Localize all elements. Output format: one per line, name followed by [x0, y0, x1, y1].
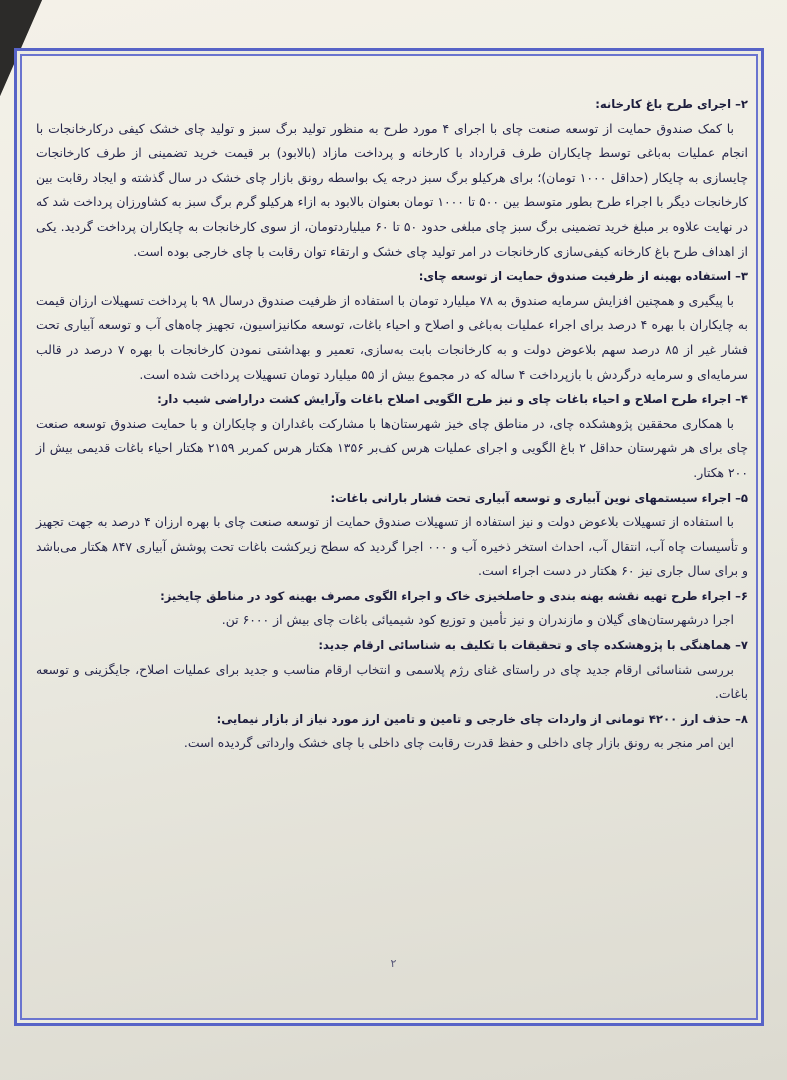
section-3-body: با پیگیری و همچنین افزایش سرمایه صندوق به ۷۸ میلیارد تومان با استفاده از ظرفیت صندوق درسال ۹۸ با پرداخت تسهیلات ارزان قیمت به چایکاران با بهره ۴ درصد برای اجراء عملیات به‌باغی و اصلاح و احیاء باغات، توسعه مکانیزاسیون، تجهیز چاه‌های آب و توسعه آبیاری تحت فشار غیر از ۸۵ درصد سهم بلاعوض دولت و به کارخانجات بابت به‌سازی، تعمیر و بهداشتی نمودن کارخانجات با بهره ۷ درصد در قالب سرمایه‌ای و سرمایه درگردش با بازپرداخت ۴ ساله که در مجموع بیش از ۵۵ میلیارد تومان تسهیلات پرداخت شده است.: [36, 292, 748, 382]
section-5-body: با استفاده از تسهیلات بلاعوض دولت و نیز استفاده از تسهیلات صندوق حمایت از توسعه صنعت چای با بهره ارزان ۴ درصد به جهت تجهیز و تأسیسات چاه آب، انتقال آب، احداث استخر ذخیره آب و ۰۰۰ اجرا گردید که سطح زیرکشت باغات تحت پوشش آبیاری ۸۴۷ هکتار می‌باشد و برای سال جاری نیز ۶۰ هکتار در دست اجراء است.: [36, 514, 748, 579]
section-6-body: اجرا درشهرستان‌های گیلان و مازندران و نیز تأمین و توزیع کود شیمیائی باغات چای بیش از ۶۰۰۰ تن.: [221, 612, 734, 628]
section-8-body: این امر منجر به رونق بازار چای داخلی و حفظ قدرت رقابت چای داخلی با چای خشک وارداتی گردیده است.: [183, 735, 734, 751]
section-2-heading: ۲– اجرای طرح باغ کارخانه:: [595, 97, 748, 111]
section-6-heading: ۶– اجراء طرح تهیه نقشه بهنه بندی و حاصلخیزی خاک و اجراء الگوی مصرف بهینه کود در مناطق چایخیز:: [160, 588, 748, 603]
section-3-heading: ۳– استفاده بهینه از ظرفیت صندوق حمایت از توسعه چای:: [418, 269, 748, 284]
page-number: ۲: [390, 957, 397, 970]
section-7-heading: ۷– هماهنگی با پژوهشکده چای و تحقیقات با تکلیف به شناسائی ارقام جدید:: [318, 638, 748, 653]
section-4-heading: ۴– اجراء طرح اصلاح و احیاء باغات چای و نیز طرح الگویی اصلاح باغات وآرایش کشت دراراضی شیب دار:: [157, 392, 748, 407]
section-8-heading: ۸– حذف ارز ۴۲۰۰ تومانی از واردات چای خارجی و تامین و تامین ارز مورد نیاز از بازار نیمایی:: [216, 711, 748, 726]
section-5-heading: ۵– اجراء سیستمهای نوین آبیاری و توسعه آبیاری تحت فشار بارانی باغات:: [330, 490, 748, 505]
section-7-body: بررسی شناسائی ارقام جدید چای در راستای غنای رژم پلاسمی و انتخاب ارقام مناسب و جدید برای عملیات اصلاح، جایگزینی و توسعه باغات.: [36, 661, 748, 702]
section-4-body: با همکاری محققین پژوهشکده چای، در مناطق چای خیز شهرستان‌ها با مشارکت باغداران و چایکاران و با حمایت صندوق توسعه صنعت چای برای هر شهرستان حداقل ۲ باغ الگویی و اجرای عملیات هرس کف‌بر ۱۳۵۶ هکتار هرس کمربر ۲۱۵۹ هکتار احیاء باغات قدیمی بیش از ۲۰۰ هکتار.: [36, 415, 748, 480]
section-2-body: با کمک صندوق حمایت از توسعه صنعت چای با اجرای ۴ مورد طرح به منظور تولید برگ سبز و تولید چای خشک کیفی درکارخانجات با انجام عملیات به‌باغی توسط چایکاران طرف قرارداد با کارخانه و پرداخت مازاد (بالابود) بر قیمت خرید تضمینی از طرف کارخانجات چایسازی به چایکار (حداقل ۱۰۰۰ تومان)؛ برای هرکیلو برگ سبز درجه یک بواسطه رونق بازار چای خشک در سال گذشته و ایجاد رقابت بین کارخانجات دیگر با اجراء طرح بطور متوسط بین ۵۰۰ تا ۱۰۰۰ تومان بعنوان بالابود به ازاء هرکیلو گرم برگ سبز به کشاورزان پرداخت شد که در نهایت علاوه بر مبلغ خرید تضمینی برگ سبز چای مبلغی حدود ۵۰ تا ۶۰ میلیاردتومان، از سوی کارخانجات به چایکاران پرداخت گردید. یکی از اهداف طرح باغ کارخانه کیفی‌سازی کارخانجات در امر تولید چای خشک و ارتقاء توان رقابت با چای خارجی بوده است.: [36, 120, 748, 259]
document-body: [36, 92, 748, 972]
